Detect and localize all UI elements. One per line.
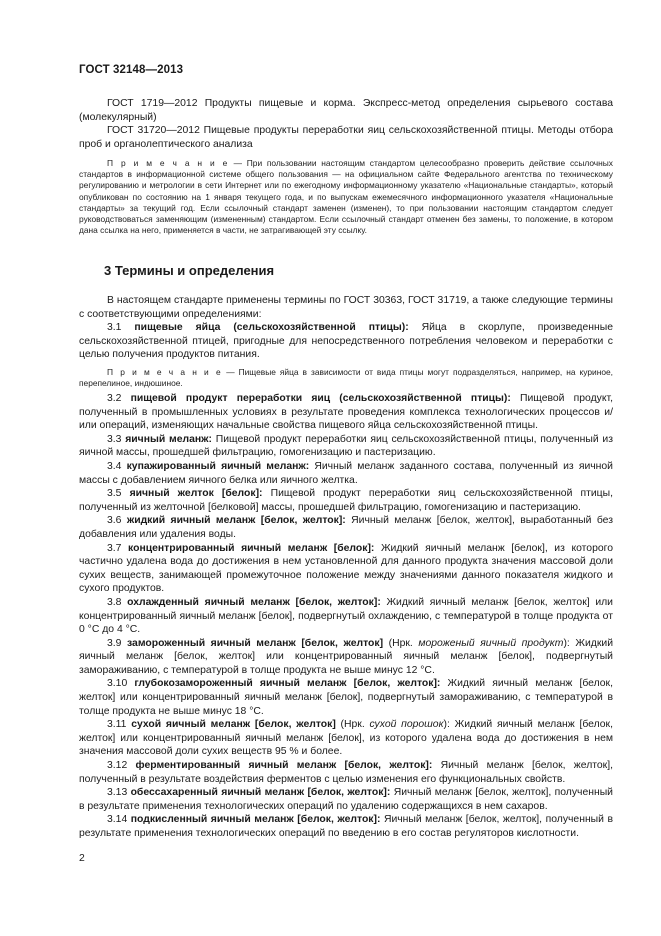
term-alt-name: сухой порошок xyxy=(369,719,444,731)
terms-intro-block xyxy=(79,294,613,362)
term-name: обессахаренный яичный меланж [белок, желток]: xyxy=(130,787,391,799)
term-name: жидкий яичный меланж [белок, желток]: xyxy=(126,515,346,527)
term-definition: Яичный меланж [белок, желток], выработанный без добавления или удаления воды. xyxy=(79,515,613,540)
term-name: замороженный яичный меланж [белок, желток] xyxy=(127,637,384,649)
term-alt-suffix: ): xyxy=(443,719,450,731)
intro-paragraph: В настоящем стандарте применены термины по ГОСТ 30363, ГОСТ 31719, а также следующие термины с соответствующими определениями: xyxy=(79,295,613,320)
term-definition: Яйца в скорлупе, произведенные сельскохозяйственной птицей, пригодные для непосредственного потребления человеком и переработки с целью получения продуктов питания. xyxy=(79,322,613,361)
term-definition: Жидкий яичный меланж [белок, желток] или концентрированный яичный меланж [белок], подвергнутый охлаждению, с температурой в толще продукта от 0 °С до 4 °С. xyxy=(79,596,613,636)
note-label: П р и м е ч а н и е xyxy=(107,158,229,168)
term-name: яичный меланж: xyxy=(125,433,212,445)
term-name: глубокозамороженный яичный меланж [белок, желток]: xyxy=(134,678,441,690)
note-paragraph xyxy=(79,158,613,236)
term-alt-name: мороженый яичный продукт xyxy=(418,637,564,649)
term-3-5 xyxy=(79,487,613,514)
term-name: пищевые яйца (сельскохозяйственной птицы): xyxy=(134,322,409,334)
term-number: 3.5 xyxy=(107,488,130,500)
term-3-2 xyxy=(79,392,613,433)
document-code: ГОСТ 32148—2013 xyxy=(79,64,184,76)
term-number: 3.12 xyxy=(107,760,136,772)
references-block xyxy=(79,97,613,151)
term-definition: Яичный меланж [белок, желток], полученный в результате применения технологических операций по введению в его состав регуляторов кислотности. xyxy=(79,814,613,839)
section-heading xyxy=(104,263,604,279)
terms-list xyxy=(79,392,613,841)
term-3-4 xyxy=(79,460,613,487)
term-3-14 xyxy=(79,813,613,840)
term-definition: Жидкий яичный меланж [белок, желток] или концентрированный яичный меланж [белок], из которого удалена вода до достижения в нем значения массовой доли сухих веществ 95 % и более. xyxy=(79,719,613,758)
term-number: 3.14 xyxy=(107,814,131,826)
term-name: купажированный яичный меланж: xyxy=(126,460,310,472)
term-number: 3.7 xyxy=(107,542,129,554)
term-name: пищевой продукт переработки яиц (сельскохозяйственной птицы): xyxy=(130,393,511,404)
term-name: ферментированный яичный меланж [белок, желток]: xyxy=(135,760,433,772)
note-label: П р и м е ч а н и е xyxy=(107,367,223,377)
term-number: 3.4 xyxy=(107,460,127,472)
note-text: — При пользовании настоящим стандартом целесообразно проверить действие ссылочных стандартов в информационной системе общего пользования — на официальном сайте Федерального агентства по техническому регулированию и метрологии в сети Интернет или по ежегодному информационному указателю «Национальные стандарты», который опубликован по состоянию на 1 января текущего года, и по выпускам ежемесячного информационного указателя «Национальные стандарты» за текущий год. Если ссылочный стандарт заменен (изменен), то при пользовании настоящим стандартом следует руководствоваться заменяющим (измененным) стандартом. Если ссылочный стандарт отменен без замены, то положение, в котором дана ссылка на него, применяется в части, не затрагивающей эту ссылку. xyxy=(79,158,613,236)
note-block-2 xyxy=(79,367,613,389)
term-number: 3.10 xyxy=(107,678,135,690)
term-3-7 xyxy=(79,542,613,596)
term-name: сухой яичный меланж [белок, желток] xyxy=(131,719,336,731)
term-name: яичный желток [белок]: xyxy=(129,488,263,500)
term-name: охлажденный яичный меланж [белок, желток]: xyxy=(127,596,381,608)
term-definition: Жидкий яичный меланж [белок, желток] или концентрированный яичный меланж [белок], подвергнутый замораживанию, с температурой в толще продукта не выше минус 18 °С. xyxy=(79,678,613,717)
reference-gost-31720: ГОСТ 31720—2012 Пищевые продукты переработки яиц сельскохозяйственной птицы. Методы отбора проб и органолептического анализа xyxy=(79,125,613,150)
section-title: 3 Термины и определения xyxy=(104,263,275,278)
term-definition: Пищевой продукт переработки яиц сельскохозяйственной птицы, полученный из желточной [белковой] массы, прошедшей фильтрацию, гомогенизацию и пастеризацию. xyxy=(79,488,613,513)
term-number: 3.3 xyxy=(107,433,126,445)
term-3-6 xyxy=(79,514,613,541)
term-3-9 xyxy=(79,637,613,678)
note-paragraph-2 xyxy=(79,367,613,389)
term-3-3 xyxy=(79,433,613,460)
term-number: 3.8 xyxy=(107,596,128,608)
term-definition: Яичный меланж [белок, желток], полученный в результате применения технологических операций по удалению содержащихся в нем сахаров. xyxy=(79,787,613,812)
term-definition: Яичный меланж [белок, желток], полученный в результате воздействия ферментов с целью изменения его функциональных свойств. xyxy=(79,760,613,785)
term-definition: Пищевой продукт переработки яиц сельскохозяйственной птицы, полученный из яичной массы, прошедшей фильтрацию, гомогенизацию и пастеризацию. xyxy=(79,433,613,459)
note-text: — Пищевые яйца в зависимости от вида птицы могут подразделяться, например, на куриное, перепелиное, индюшиное. xyxy=(79,367,613,389)
term-3-13 xyxy=(79,786,613,813)
term-alt-prefix: (Нрк. xyxy=(335,719,370,731)
term-definition: Яичный меланж заданного состава, полученный из яичной массы с добавлением яичного белка или яичного желтка. xyxy=(79,460,613,486)
term-definition: Жидкий яичный меланж [белок], из которого частично удалена вода до достижения в нем установленной для данного продукта значения массовой доли сухих веществ, занимающей промежуточное положение между значениями данного показателя жидкого и сухого продуктов. xyxy=(79,542,613,595)
term-number: 3.9 xyxy=(107,637,128,649)
term-alt-suffix: ): xyxy=(563,637,570,649)
term-definition: Жидкий яичный меланж [белок, желток] или концентрированный яичный меланж [белок], подвергнутый замораживанию, с температурой в толще продукта не выше минус 12 °С. xyxy=(79,637,614,676)
term-3-12 xyxy=(79,759,613,786)
note-block xyxy=(79,158,613,236)
term-3-8 xyxy=(79,596,613,637)
term-number: 3.1 xyxy=(107,322,135,334)
term-3-11 xyxy=(79,718,613,759)
term-number: 3.2 xyxy=(107,393,131,404)
term-name: подкисленный яичный меланж [белок, желток]: xyxy=(130,814,381,826)
reference-gost-1719: ГОСТ 1719—2012 Продукты пищевые и корма. Экспресс-метод определения сырьевого состава (молекулярный) xyxy=(79,98,613,123)
term-definition: Пищевой продукт, полученный в промышленных условиях в результате проведения комплекса технологических процессов и/или операций, изменяющих начальные свойства пищевого яйца сельскохозяйственной птицы. xyxy=(79,393,613,432)
term-alt-prefix: (Нрк. xyxy=(383,637,419,649)
term-3-10 xyxy=(79,677,613,718)
term-3-1 xyxy=(79,321,613,362)
term-number: 3.13 xyxy=(107,787,131,799)
page-number: 2 xyxy=(79,853,85,864)
term-name: концентрированный яичный меланж [белок]: xyxy=(128,542,375,554)
term-number: 3.11 xyxy=(107,719,132,731)
term-number: 3.6 xyxy=(107,515,127,527)
